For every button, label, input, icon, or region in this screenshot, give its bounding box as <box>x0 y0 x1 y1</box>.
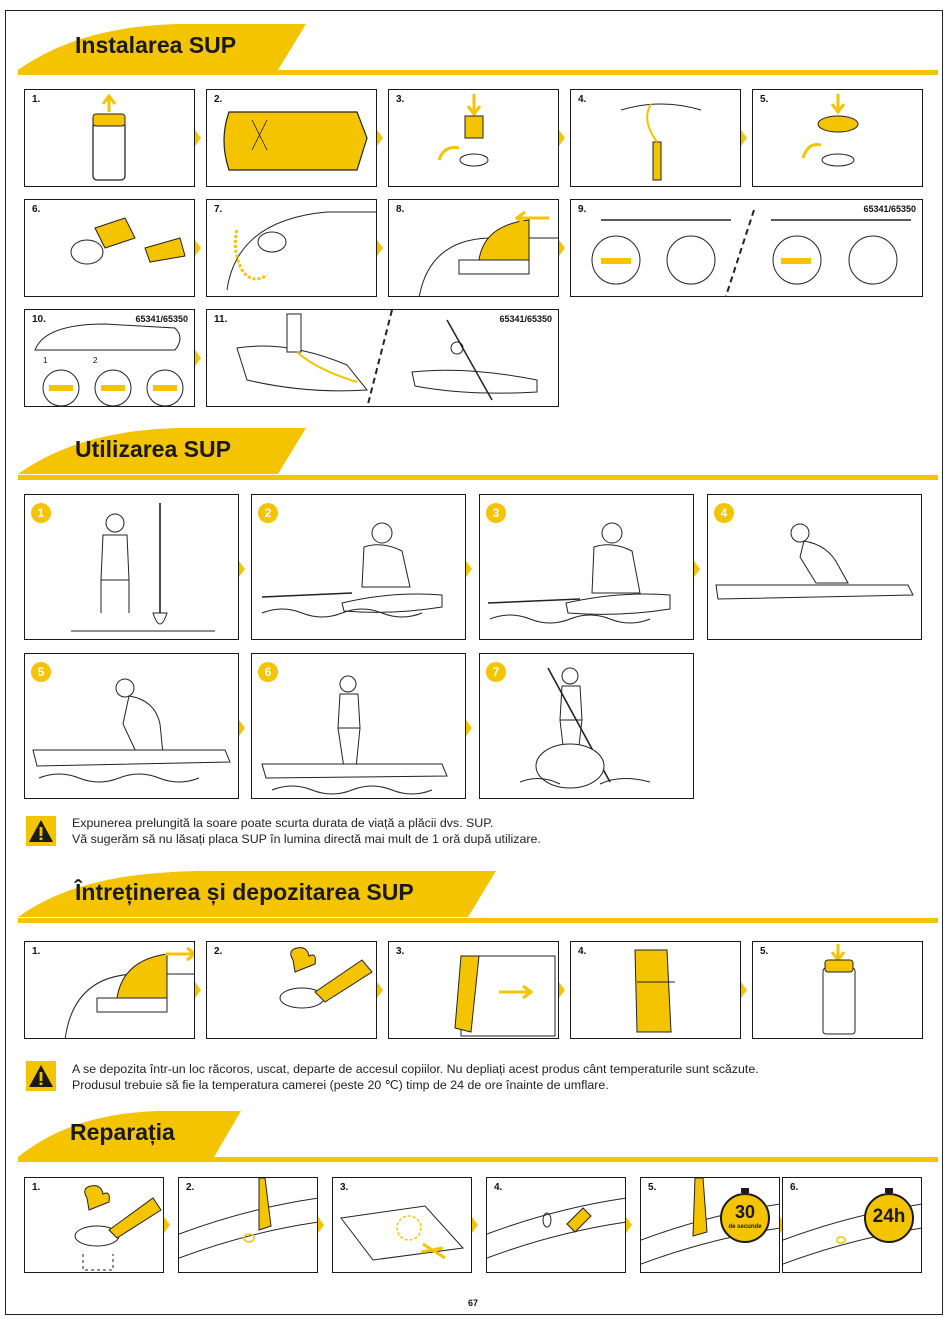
usage-step-3 <box>479 494 694 640</box>
step-badge: 7 <box>486 662 506 682</box>
install-step-11: 11. 65341/65350 <box>206 309 559 407</box>
kneel-beside-board-illustration <box>252 495 466 640</box>
step-arrow <box>318 1217 324 1233</box>
section-rule <box>18 1157 938 1162</box>
install-step-7: 7. <box>206 199 377 297</box>
rolled-board-illustration <box>571 942 741 1039</box>
warning-line: A se depozita într-un loc răcoros, uscat, departe de accesul copiilor. Nu depliați acest produs cânt temperaturile sunt scăzute. <box>72 1062 759 1076</box>
model-code: 65341/65350 <box>499 314 552 324</box>
sub-step-label: 2 <box>93 356 98 365</box>
valve-cap-illustration <box>753 90 923 187</box>
model-code: 65341/65350 <box>863 204 916 214</box>
warning-line: Expunerea prelungită la soare poate scurta durata de viață a plăcii dvs. SUP. <box>72 816 494 830</box>
timer-value: 24h <box>872 1206 906 1227</box>
section-header-storage <box>18 871 498 917</box>
usage-step-6 <box>251 653 466 799</box>
sun-warning-text <box>72 815 541 847</box>
fin-insert-illustration <box>389 200 559 297</box>
repair-step-1: 1. <box>24 1177 164 1273</box>
section-header-usage <box>18 428 308 474</box>
warning-triangle-icon <box>26 816 56 846</box>
repair-step-3: 3. <box>332 1177 472 1273</box>
leash-attach-illustration <box>207 200 377 297</box>
repair-step-4: 4. <box>486 1177 626 1273</box>
step-arrow <box>559 130 565 146</box>
standing-on-board-illustration <box>252 654 466 799</box>
step-arrow <box>239 561 245 577</box>
section-title: Instalarea SUP <box>75 32 237 58</box>
step-arrow <box>741 130 747 146</box>
crouch-on-board-illustration <box>708 495 922 640</box>
step-arrow <box>239 720 245 736</box>
step-arrow <box>195 350 201 366</box>
install-step-2: 2. <box>206 89 377 187</box>
manual-page <box>5 10 943 1315</box>
warning-line: Vă sugerăm să nu lăsați placa SUP în lumina directă mai mult de 1 oră după utilizare. <box>72 832 541 846</box>
paddling-illustration <box>480 654 694 799</box>
step-badge: 2 <box>258 503 278 523</box>
warning-triangle-icon <box>26 1061 56 1091</box>
usage-step-7 <box>479 653 694 799</box>
step-arrow <box>466 720 472 736</box>
storage-step-3: 3. <box>388 941 559 1039</box>
step-badge: 6 <box>258 662 278 682</box>
install-step-8: 8. <box>388 199 559 297</box>
storage-warning-text <box>72 1061 759 1093</box>
fin-removal-illustration <box>25 942 195 1039</box>
apply-glue-illustration <box>487 1178 626 1273</box>
usage-step-4 <box>707 494 922 640</box>
install-step-5: 5. <box>752 89 923 187</box>
pack-bag-illustration <box>753 942 923 1039</box>
timer-unit: de secunde <box>728 1224 762 1230</box>
step-arrow <box>741 982 747 998</box>
repair-step-5: 5. 30 de secunde <box>640 1177 780 1273</box>
step-badge: 5 <box>31 662 51 682</box>
section-title: Reparația <box>70 1119 175 1145</box>
step-arrow <box>195 982 201 998</box>
storage-step-1: 1. <box>24 941 195 1039</box>
storage-step-2: 2. <box>206 941 377 1039</box>
step-arrow <box>626 1217 632 1233</box>
kayak-seat-illustration <box>25 310 195 407</box>
repair-step-6: 6. 24h <box>782 1177 922 1273</box>
section-title: Utilizarea SUP <box>75 436 231 462</box>
install-step-9: 9. 65341/65350 <box>570 199 923 297</box>
repair-step-2: 2. <box>178 1177 318 1273</box>
roll-board-illustration <box>389 942 559 1039</box>
kneel-on-board-illustration <box>480 495 694 640</box>
pump-hose-attach-illustration <box>25 200 195 297</box>
storage-step-5: 5. <box>752 941 923 1039</box>
install-step-6: 6. <box>24 199 195 297</box>
rising-stance-illustration <box>25 654 239 799</box>
usage-step-2 <box>251 494 466 640</box>
leash-and-kayak-illustration <box>207 310 559 407</box>
sub-step-label: 1 <box>43 356 48 365</box>
carry-bag-illustration <box>25 90 195 187</box>
section-title: Întreținerea și depozitarea SUP <box>75 879 414 905</box>
install-step-3: 3. <box>388 89 559 187</box>
timer-value: 30 <box>734 1202 756 1222</box>
usage-step-5 <box>24 653 239 799</box>
usage-step-1 <box>24 494 239 640</box>
step-arrow <box>559 982 565 998</box>
deflate-valve-illustration <box>207 942 377 1039</box>
paddle-height-illustration <box>25 495 239 640</box>
warning-line: Produsul trebuie să fie la temperatura camerei (peste 20 ℃) timp de 24 de ore înainte de umflare. <box>72 1078 609 1092</box>
section-rule <box>18 918 938 923</box>
section-rule <box>18 475 938 480</box>
step-arrow <box>694 561 700 577</box>
step-arrow <box>377 240 383 256</box>
step-arrow <box>466 561 472 577</box>
step-arrow <box>377 130 383 146</box>
model-code: 65341/65350 <box>135 314 188 324</box>
step-arrow <box>559 240 565 256</box>
unrolled-board-illustration <box>207 90 377 187</box>
step-badge: 3 <box>486 503 506 523</box>
cut-patch-illustration <box>333 1178 472 1273</box>
deflate-board-illustration <box>25 1178 164 1273</box>
step-arrow <box>377 982 383 998</box>
section-header-repair <box>18 1111 243 1157</box>
section-header-install <box>18 24 308 70</box>
step-badge: 4 <box>714 503 734 523</box>
section-rule <box>18 70 938 75</box>
install-step-10: 10. 65341/65350 1 2 <box>24 309 195 407</box>
paddle-assembly-illustration <box>571 200 923 297</box>
storage-step-4: 4. <box>570 941 741 1039</box>
page-number: 67 <box>468 1298 479 1308</box>
step-arrow <box>472 1217 478 1233</box>
hand-pump-illustration <box>571 90 741 187</box>
valve-spring-illustration <box>389 90 559 187</box>
install-step-4: 4. <box>570 89 741 187</box>
step-arrow <box>195 130 201 146</box>
install-step-1: 1. <box>24 89 195 187</box>
step-badge: 1 <box>31 503 51 523</box>
clean-area-illustration <box>179 1178 318 1273</box>
step-arrow <box>164 1217 170 1233</box>
step-arrow <box>195 240 201 256</box>
